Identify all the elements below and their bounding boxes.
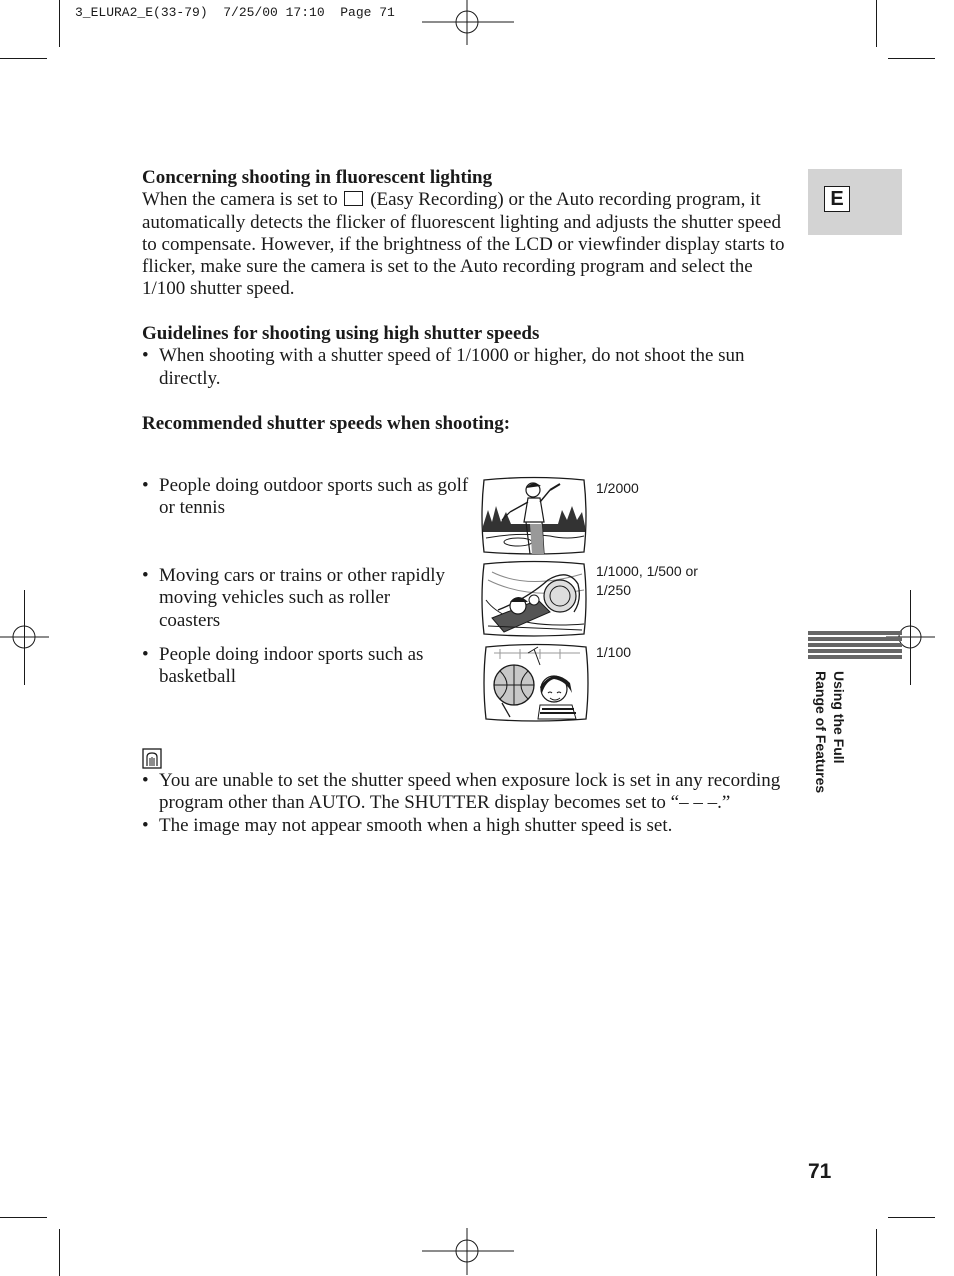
list-item: • People doing outdoor sports such as golf or tennis — [142, 475, 469, 519]
note-text-exposure-lock: You are unable to set the shutter speed when exposure lock is set in any recording program other than AUTO. The SHUTTER display becomes set to “– – –.” — [159, 770, 781, 814]
fluorescent-heading: Concerning shooting in fluorescent lighting — [142, 167, 493, 188]
side-section-title — [808, 671, 848, 831]
speed-label-vehicles-line-2: 1/250 — [596, 581, 632, 598]
guidelines-heading: Guidelines for shooting using high shutter speeds — [142, 323, 540, 344]
vehicles-text: Moving cars or trains or other rapidly moving vehicles such as roller coasters — [159, 565, 445, 631]
registration-mark-top — [420, 0, 516, 46]
side-title-line-1: Using the Full — [831, 671, 847, 764]
list-item: • You are unable to set the shutter speed when exposure lock is set in any recording program other than AUTO. The SHUTTER display becomes set to “– – –.” — [142, 770, 781, 814]
speed-label-outdoor: 1/2000 — [596, 480, 639, 496]
outdoor-sports-text: People doing outdoor sports such as golf or tennis — [159, 475, 469, 519]
list-item: • People doing indoor sports such as basketball — [142, 644, 424, 688]
note-icon — [142, 748, 162, 769]
page-number: 71 — [808, 1160, 832, 1183]
fluorescent-text-end: (Easy Recording) or the Auto recording program, it automatically detects the flicker of fluorescent lighting and adjusts the shutter speed to compensate. However, if the brightness of the LCD or viewfinder display starts to flicker, make sure the camera is set to the Auto recording program and select the 1/100 shutter speed. — [142, 189, 785, 300]
notes-section — [142, 770, 782, 837]
section-rule-lines — [808, 631, 902, 661]
side-title-line-2: Range of Features — [813, 671, 829, 794]
list-item: • Moving cars or trains or other rapidly moving vehicles such as roller coasters — [142, 565, 445, 631]
language-tab-letter: E — [824, 186, 850, 212]
easy-recording-icon — [344, 191, 363, 206]
guideline-text: When shooting with a shutter speed of 1/1000 or higher, do not shoot the sun directly. — [159, 345, 745, 389]
recommended-heading: Recommended shutter speeds when shooting: — [142, 413, 511, 434]
printer-slug: 3_ELURA2_E(33-79) 7/25/00 17:10 Page 71 — [75, 5, 395, 20]
speed-label-vehicles-line-1: 1/1000, 1/500 or — [596, 563, 698, 579]
registration-mark-bottom — [420, 1228, 516, 1276]
golfer-illustration — [478, 476, 590, 556]
speed-label-vehicles — [596, 562, 698, 599]
fluorescent-text-start: When the camera is set to — [142, 189, 338, 211]
registration-mark-left — [0, 613, 50, 663]
list-item: • The image may not appear smooth when a high shutter speed is set. — [142, 814, 673, 836]
recommended-section — [142, 413, 792, 435]
guidelines-section — [142, 323, 792, 390]
speed-label-indoor: 1/100 — [596, 644, 632, 660]
list-item: • When shooting with a shutter speed of 1/1000 or higher, do not shoot the sun directly. — [142, 345, 745, 389]
indoor-sports-text: People doing indoor sports such as basketball — [159, 644, 424, 688]
note-text-smoothness: The image may not appear smooth when a high shutter speed is set. — [159, 814, 673, 836]
language-tab — [808, 169, 902, 235]
fluorescent-section — [142, 167, 792, 301]
basketball-illustration — [480, 643, 592, 723]
fluorescent-paragraph — [142, 189, 792, 300]
roller-coaster-illustration — [478, 560, 590, 638]
